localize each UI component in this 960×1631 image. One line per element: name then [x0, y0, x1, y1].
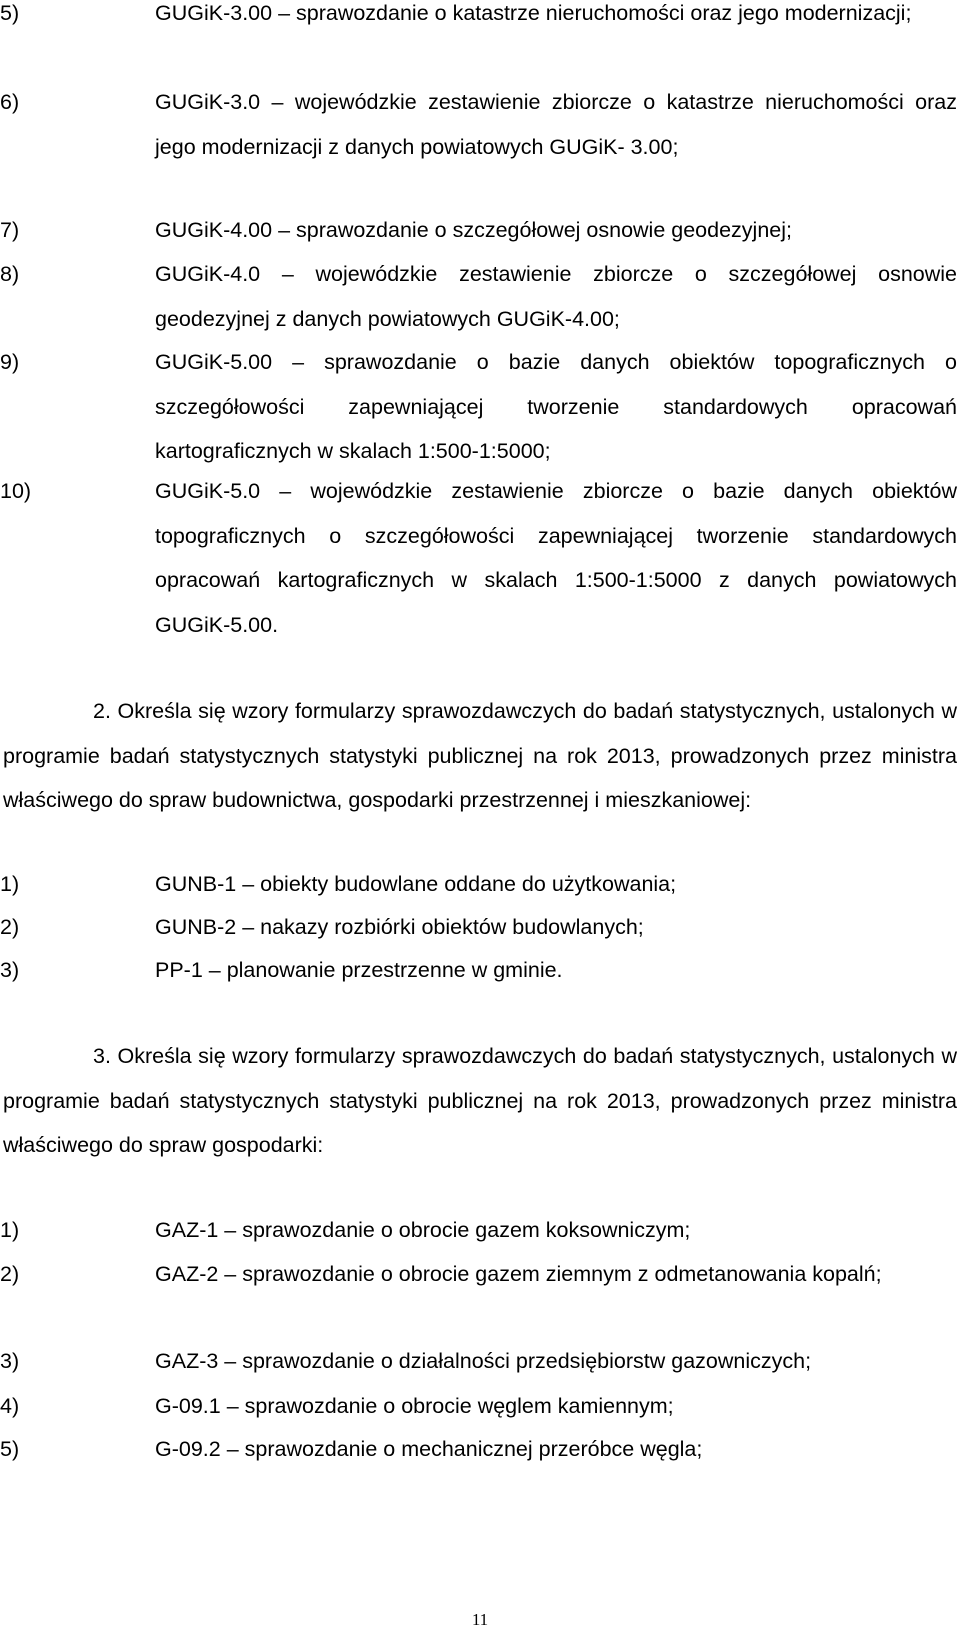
list-item-number: 5)	[0, 1437, 20, 1461]
list-item-text: PP-1 – planowanie przestrzenne w gminie.	[155, 958, 563, 982]
list-item-number: 1)	[0, 1218, 20, 1242]
list-item-number: 2)	[0, 915, 20, 939]
list-item-number: 5)	[0, 1, 20, 25]
list-item	[0, 1427, 957, 1472]
section-2-paragraph	[3, 689, 957, 823]
list-item	[0, 1252, 957, 1297]
list-item-number: 10)	[0, 479, 32, 503]
section-3-text: Określa się wzory formularzy sprawozdawczych do badań statystycznych, ustalonych w programie badań statystycznych statystyki publicznej na rok 2013, prowadzonych przez ministra właściwego do spraw gospodarki:	[3, 1044, 957, 1157]
section-2-text: Określa się wzory formularzy sprawozdawczych do badań statystycznych, ustalonych w programie badań statystycznych statystyki publicznej na rok 2013, prowadzonych przez ministra właściwego do spraw budownictwa, gospodarki przestrzennej i mieszkaniowej:	[3, 699, 957, 812]
list-item-text: GUGiK-3.0 – wojewódzkie zestawienie zbiorcze o katastrze nieruchomości oraz jego modernizacji z danych powiatowych GUGiK- 3.00;	[155, 90, 957, 159]
list-item-text: GUGiK-4.00 – sprawozdanie o szczegółowej osnowie geodezyjnej;	[155, 218, 792, 242]
list-item	[0, 80, 957, 169]
list-item	[0, 340, 957, 474]
list-item	[0, 905, 957, 950]
list-item	[0, 862, 957, 907]
section-3-paragraph	[3, 1034, 957, 1168]
list-item-number: 1)	[0, 872, 20, 896]
list-item	[0, 469, 957, 647]
list-item	[0, 948, 957, 993]
list-item-text: GAZ-2 – sprawozdanie o obrocie gazem ziemnym z odmetanowania kopalń;	[155, 1262, 882, 1286]
list-item-text: GUNB-2 – nakazy rozbiórki obiektów budowlanych;	[155, 915, 644, 939]
list-item-number: 3)	[0, 1349, 20, 1373]
section-3-number: 3.	[93, 1044, 111, 1068]
list-item-text: G-09.2 – sprawozdanie o mechanicznej przeróbce węgla;	[155, 1437, 703, 1461]
list-item-text: G-09.1 – sprawozdanie o obrocie węglem kamiennym;	[155, 1394, 674, 1418]
list-item-text: GUGiK-3.00 – sprawozdanie o katastrze nieruchomości oraz jego modernizacji;	[155, 1, 912, 25]
list-item	[0, 208, 957, 253]
list-item-text: GUGiK-4.0 – wojewódzkie zestawienie zbiorcze o szczegółowej osnowie geodezyjnej z danych powiatowych GUGiK-4.00;	[155, 262, 957, 331]
list-item	[0, 1339, 957, 1384]
list-item	[0, 1208, 957, 1253]
list-item-text: GAZ-1 – sprawozdanie o obrocie gazem koksowniczym;	[155, 1218, 691, 1242]
list-item	[0, 1384, 957, 1429]
list-item-number: 8)	[0, 262, 20, 286]
list-item-text: GUGiK-5.00 – sprawozdanie o bazie danych obiektów topograficznych o szczegółowości zapewniającej tworzenie standardowych opracowań kartograficznych w skalach 1:500-1:5000;	[155, 350, 957, 463]
list-item-number: 6)	[0, 90, 20, 114]
list-item-text: GUNB-1 – obiekty budowlane oddane do użytkowania;	[155, 872, 677, 896]
list-item-text: GAZ-3 – sprawozdanie o działalności przedsiębiorstw gazowniczych;	[155, 1349, 812, 1373]
list-item	[0, 252, 957, 341]
list-item	[0, 0, 957, 36]
list-item-number: 3)	[0, 958, 20, 982]
list-item-number: 7)	[0, 218, 20, 242]
list-item-text: GUGiK-5.0 – wojewódzkie zestawienie zbiorcze o bazie danych obiektów topograficznych o szczegółowości zapewniającej tworzenie standardowych opracowań kartograficznych w skalach 1:500-1:5000 z danych powiatowych GUGiK-5.00.	[155, 479, 957, 637]
list-item-number: 9)	[0, 350, 20, 374]
list-item-number: 4)	[0, 1394, 20, 1418]
list-item-number: 2)	[0, 1262, 20, 1286]
page-number: 11	[471, 1610, 489, 1629]
section-2-number: 2.	[93, 699, 111, 723]
